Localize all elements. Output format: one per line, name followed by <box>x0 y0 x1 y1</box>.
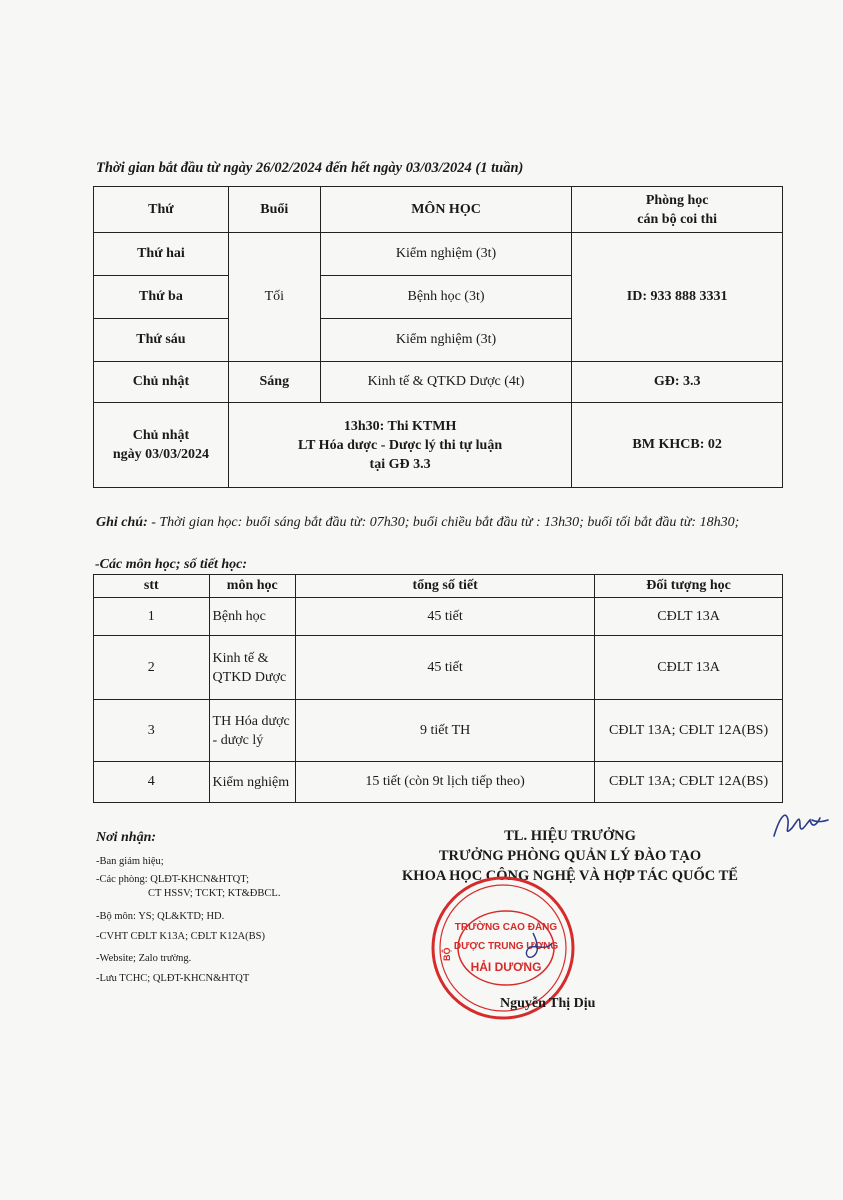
header-day: Thứ <box>94 187 229 233</box>
exam-details <box>228 403 571 488</box>
subject-row <box>94 636 783 700</box>
header-stt: stt <box>94 575 210 598</box>
recipient-item: -Lưu TCHC; QLĐT-KHCN&HTQT <box>96 973 250 984</box>
recipients-title: Nơi nhận: <box>96 830 157 845</box>
header-room <box>572 187 783 233</box>
subject-periods: 45 tiết <box>296 598 595 636</box>
schedule-day: Chủ nhật <box>94 362 229 403</box>
schedule-session: Tối <box>228 233 320 362</box>
schedule-subject: Bệnh học (3t) <box>320 276 572 319</box>
schedule-subject: Kiểm nghiệm (3t) <box>320 233 572 276</box>
header-room-line1: Phòng học <box>645 192 709 208</box>
subject-name: Kinh tế & QTKD Dược <box>209 636 296 700</box>
subject-periods: 9 tiết TH <box>296 700 595 762</box>
subject-periods: 15 tiết (còn 9t lịch tiếp theo) <box>296 762 595 803</box>
subject-row <box>94 700 783 762</box>
recipient-item: -Website; Zalo trường. <box>96 953 192 964</box>
schedule-row <box>94 362 783 403</box>
subject-target: CĐLT 13A; CĐLT 12A(BS) <box>595 700 783 762</box>
subjects-header-row <box>94 575 783 598</box>
note <box>96 514 796 532</box>
recipient-item: -Các phòng: QLĐT-KHCN&HTQT; <box>96 874 250 885</box>
subject-row <box>94 598 783 636</box>
initials-signature-icon <box>770 806 830 842</box>
subject-name: Bệnh học <box>209 598 296 636</box>
exam-day <box>94 403 229 488</box>
subject-target: CĐLT 13A; CĐLT 12A(BS) <box>595 762 783 803</box>
schedule-day: Thứ ba <box>94 276 229 319</box>
schedule-room: ID: 933 888 3331 <box>572 233 783 362</box>
seal-text-top: TRƯỜNG CAO ĐẲNG <box>454 922 558 933</box>
header-session: Buổi <box>228 187 320 233</box>
header-room-line2: cán bộ coi thi <box>637 211 718 227</box>
header-periods: tổng số tiết <box>296 575 595 598</box>
subject-stt: 1 <box>94 598 210 636</box>
seal-text-side: BỘ <box>442 947 452 961</box>
schedule-subject: Kinh tế & QTKD Dược (4t) <box>320 362 572 403</box>
subjects-table <box>93 574 783 803</box>
signature-line1: TL. HIỆU TRƯỞNG <box>504 828 636 844</box>
subject-row <box>94 762 783 803</box>
recipient-item: -CVHT CĐLT K13A; CĐLT K12A(BS) <box>96 931 265 942</box>
exam-room: BM KHCB: 02 <box>572 403 783 488</box>
subject-stt: 4 <box>94 762 210 803</box>
schedule-room: GĐ: 3.3 <box>572 362 783 403</box>
exam-day-line1: Chủ nhật <box>132 428 190 443</box>
recipient-item: CT HSSV; TCKT; KT&ĐBCL. <box>148 888 281 899</box>
subject-target: CĐLT 13A <box>595 636 783 700</box>
header-target: Đối tượng học <box>595 575 783 598</box>
signer-name: Nguyễn Thị Dịu <box>500 996 596 1011</box>
exam-line1: 13h30: Thi KTMH <box>343 418 457 434</box>
subject-name: Kiểm nghiệm <box>209 762 296 803</box>
exam-day-line2: ngày 03/03/2024 <box>112 447 209 462</box>
schedule-day: Thứ sáu <box>94 319 229 362</box>
seal-text-bottom: HẢI DƯƠNG <box>470 960 542 974</box>
header-name: môn học <box>209 575 296 598</box>
subject-stt: 3 <box>94 700 210 762</box>
subject-target: CĐLT 13A <box>595 598 783 636</box>
signature-line3: KHOA HỌC CÔNG NGHỆ VÀ HỢP TÁC QUỐC TẾ <box>402 868 738 884</box>
subject-periods: 45 tiết <box>296 636 595 700</box>
schedule-subject: Kiểm nghiệm (3t) <box>320 319 572 362</box>
exam-line2: LT Hóa dược - Dược lý thi tự luận <box>298 437 503 453</box>
recipient-item: -Ban giám hiệu; <box>96 856 164 867</box>
subject-stt: 2 <box>94 636 210 700</box>
schedule-session: Sáng <box>228 362 320 403</box>
subjects-title: -Các môn học; số tiết học: <box>95 557 248 572</box>
header-subject: MÔN HỌC <box>320 187 572 233</box>
schedule-day: Thứ hai <box>94 233 229 276</box>
subject-name: TH Hóa dược - dược lý <box>209 700 296 762</box>
signature-line2: TRƯỞNG PHÒNG QUẢN LÝ ĐÀO TẠO <box>438 848 702 864</box>
seal-text-mid: DƯỢC TRUNG ƯƠNG <box>453 941 559 952</box>
exam-line3: tại GĐ 3.3 <box>369 456 431 472</box>
schedule-row <box>94 233 783 276</box>
schedule-header-row <box>94 187 783 233</box>
schedule-period: Thời gian bắt đầu từ ngày 26/02/2024 đến hết ngày 03/03/2024 (1 tuần) <box>96 160 524 176</box>
note-text: - Thời gian học: buổi sáng bắt đầu từ: 07h30; buổi chiều bắt đầu từ : 13h30; buổi tối bắt đầu từ: 18h30; <box>151 515 740 530</box>
schedule-exam-row <box>94 403 783 488</box>
recipient-item: -Bộ môn: YS; QL&KTD; HD. <box>96 911 225 922</box>
note-label: Ghi chú: <box>96 515 148 530</box>
schedule-table <box>93 186 783 488</box>
